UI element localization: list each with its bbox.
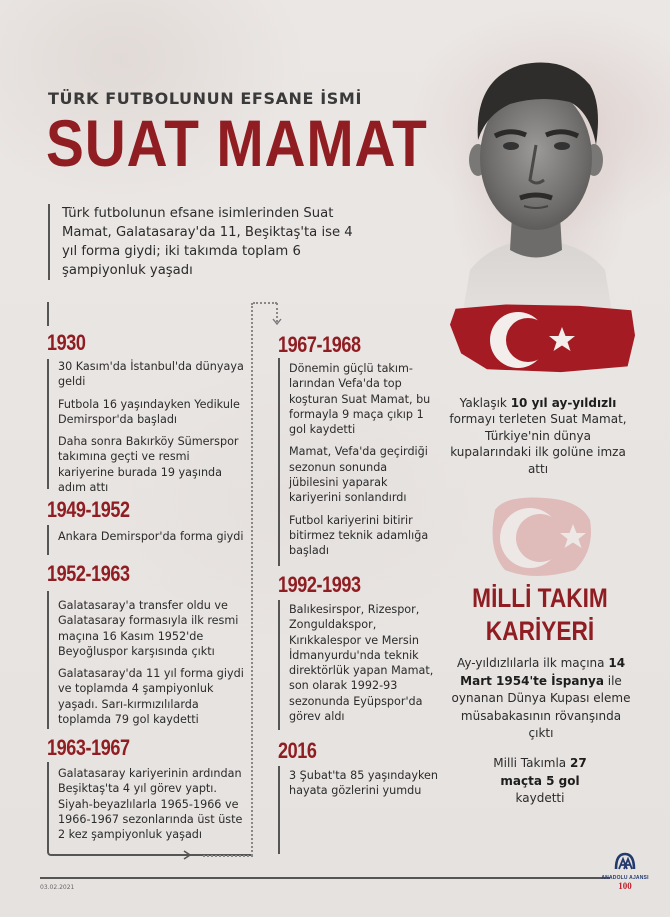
timeline-dotted-connector (203, 855, 253, 857)
year-1992-1993: 1992-1993 (278, 572, 361, 597)
logo-brand-text: ANADOLU AJANSI (601, 875, 649, 881)
aa-logo-icon (614, 852, 636, 870)
goals-highlight: 27 maçta 5 gol (500, 756, 587, 788)
footer-divider (40, 877, 610, 879)
caption-highlight: 10 yıl ay-yıldızlı (510, 396, 617, 410)
national-goals-text: Milli Takımla 27 maçta 5 gol kaydetti (493, 756, 587, 806)
timeline-block-1992-1993 (278, 600, 438, 730)
timeline-item: Futbola 16 yaşındayken Yedikule Demirspor'da başladı (58, 397, 240, 426)
national-jersey-caption: Yaklaşık 10 yıl ay-yıldızlı formayı terleten Suat Mamat, Türkiye'nin dünya kupalarındaki ilk golüne imza attı (449, 396, 627, 476)
timeline-connector (47, 302, 49, 326)
timeline-block-2016 (278, 766, 438, 854)
logo-anniversary: 100 (618, 881, 632, 891)
timeline-item: Galatasaray kariyerinin ardından Beşiktaş'ta 4 yıl görev yaptı. Siyah-beyazlılarla 1965-1966 ve 1966-1967 sezonlarında üst üste 2 kez şampiyonluk yaşadı (58, 767, 243, 842)
timeline-block-1963-1967 (47, 762, 252, 856)
timeline-block-1967-1968 (278, 358, 438, 566)
timeline-item: Dönemin güçlü takım-larından Vefa'da top koşturan Suat Mamat, bu formayla 9 maça çıkıp 1 gol kaydetti (289, 362, 431, 437)
timeline-item: Daha sonra Bakırköy Sümerspor takımına geçti ve resmi kariyerine burada 19 yaşında adım attı (58, 435, 239, 495)
anadolu-agency-logo (600, 852, 650, 902)
arrow-down-icon (272, 318, 282, 326)
timeline-item: Galatasaray'a transfer oldu ve Galatasaray formasıyla ilk resmi maçına 16 Kasım 1952'de Beyoğluspor karşısında çıktı (58, 599, 239, 658)
timeline-block-1952-1963 (47, 591, 247, 729)
player-photo-icon (450, 40, 620, 330)
lead-paragraph: Türk futbolunun efsane isimlerinden Suat Mamat, Galatasaray'da 11, Beşiktaş'ta ise 4 yıl forma giydi; iki takımda toplam 6 şampiyonluk yaşadı (48, 204, 368, 280)
timeline-dotted-connector (251, 303, 253, 856)
main-title: SUAT MAMAT (46, 106, 428, 180)
debut-highlight: 14 Mart 1954'te İspanya (460, 656, 626, 688)
year-1930: 1930 (47, 330, 86, 355)
year-1963-1967: 1963-1967 (47, 735, 130, 760)
portrait-illustration (430, 20, 650, 380)
year-2016: 2016 (278, 738, 317, 763)
timeline-item: Futbol kariyerini bitirir bitirmez teknik adamlığa başladı (289, 513, 429, 558)
timeline-item: Balıkesirspor, Rizespor, Zonguldakspor, Kırıkkalespor ve Mersin İdmanyurdu'nda teknik direktörlük yapan Mamat, son olarak 1992-93 sezonunda Eyüpspor'da görev aldı (289, 603, 434, 724)
publish-date: 03.02.2021 (40, 884, 75, 891)
timeline-item: Ankara Demirspor'da forma giydi (58, 530, 244, 543)
timeline-item: 3 Şubat'ta 85 yaşındayken hayata gözlerini yumdu (289, 769, 439, 798)
timeline-block-1949-1952 (47, 525, 247, 555)
timeline-item: Mamat, Vefa'da geçirdiği sezonun sonunda jübilesini yaparak kariyerini sonlandırdı (289, 445, 428, 505)
year-1967-1968: 1967-1968 (278, 332, 361, 357)
year-1952-1963: 1952-1963 (47, 561, 130, 586)
arrow-right-icon (182, 850, 192, 860)
year-1949-1952: 1949-1952 (47, 497, 130, 522)
timeline-item: 30 Kasım'da İstanbul'da dünyaya geldi (58, 360, 244, 389)
national-debut-text: Ay-yıldızlılarla ilk maçına 14 Mart 1954'te İspanya ile oynanan Dünya Kupası eleme müsabakasının rövanşında çıktı (451, 656, 631, 741)
faded-flag-icon (485, 490, 595, 580)
timeline-dotted-connector (253, 302, 277, 304)
kicker-title: TÜRK FUTBOLUNUN EFSANE İSMİ (48, 89, 362, 108)
timeline-block-1930 (47, 359, 247, 495)
timeline-item: Galatasaray'da 11 yıl forma giydi ve toplamda 4 şampiyonluk yaşadı. Sarı-kırmızılılarda toplamda 79 gol kaydetti (58, 667, 244, 727)
national-team-heading: MİLLİ TAKIM KARİYERİ (472, 583, 608, 646)
